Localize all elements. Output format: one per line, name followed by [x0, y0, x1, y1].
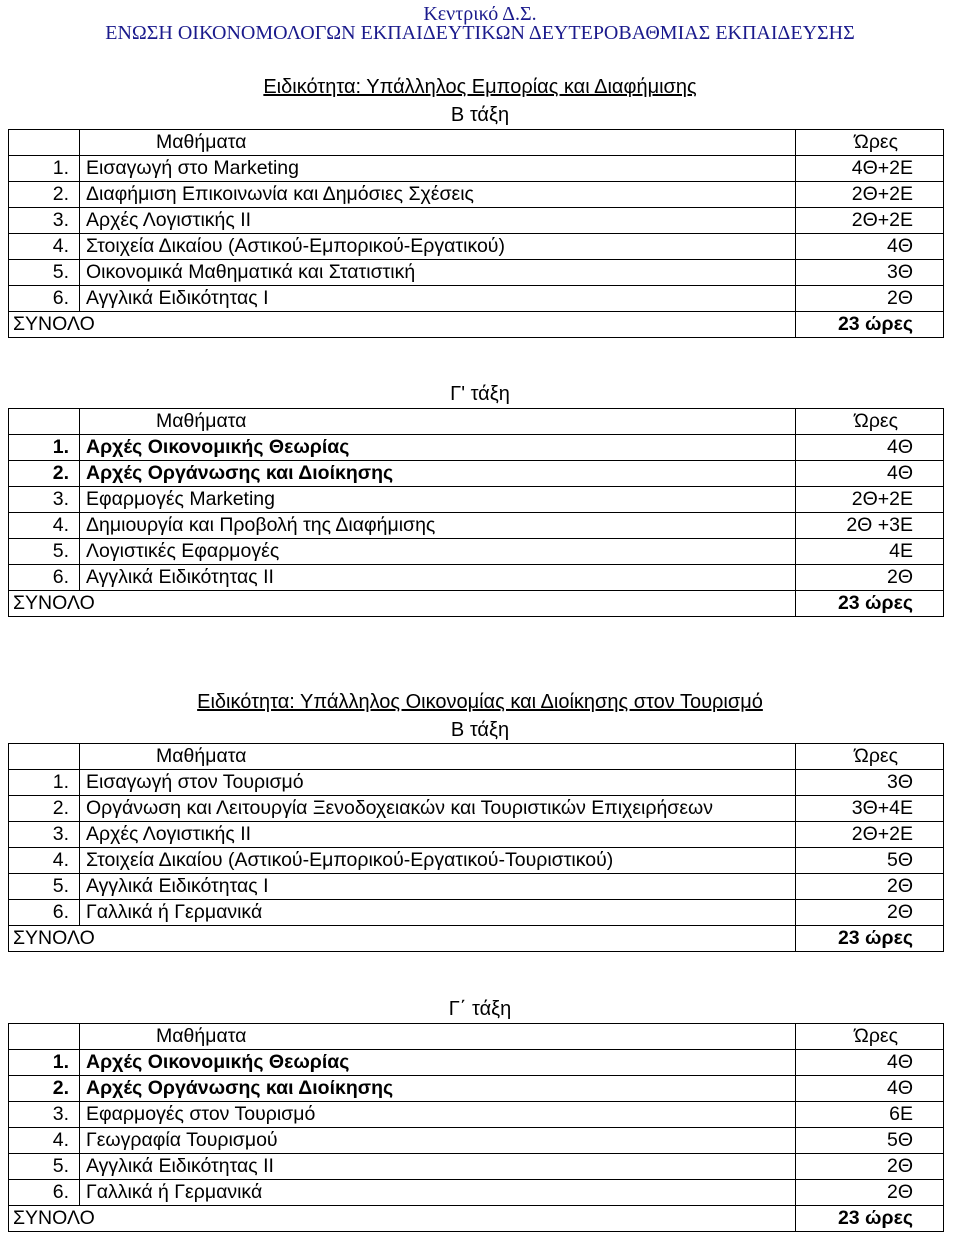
specialty-title [0, 688, 960, 716]
column-header-courses: Μαθήματα [80, 1024, 796, 1050]
header-blank [9, 409, 80, 435]
course-name: Αρχές Οικονομικής Θεωρίας [80, 1050, 796, 1076]
table-row [9, 260, 944, 286]
table-row [9, 461, 944, 487]
course-hours: 2Θ +3Ε [796, 513, 944, 539]
total-row [9, 1206, 944, 1232]
row-number: 4. [9, 234, 80, 260]
table-row [9, 1128, 944, 1154]
course-name: Λογιστικές Εφαρμογές [80, 539, 796, 565]
course-table [8, 1023, 944, 1232]
course-hours: 2Θ+2Ε [796, 487, 944, 513]
column-header-courses: Μαθήματα [80, 744, 796, 770]
course-hours: 2Θ [796, 900, 944, 926]
row-number: 3. [9, 487, 80, 513]
course-hours: 2Θ+2Ε [796, 208, 944, 234]
row-number: 4. [9, 1128, 80, 1154]
row-number: 4. [9, 848, 80, 874]
course-hours: 3Θ [796, 260, 944, 286]
course-name: Αρχές Οργάνωσης και Διοίκησης [80, 1076, 796, 1102]
course-name: Εφαρμογές Marketing [80, 487, 796, 513]
total-row [9, 926, 944, 952]
class-label: Β τάξη [450, 719, 510, 741]
header-blank [9, 130, 80, 156]
row-number: 6. [9, 565, 80, 591]
course-name: Οργάνωση και Λειτουργία Ξενοδοχειακών και Τουριστικών Επιχειρήσεων [80, 796, 796, 822]
total-label: ΣΥΝΟΛΟ [9, 1206, 796, 1232]
course-name: Αγγλικά Ειδικότητας Ι [80, 874, 796, 900]
table-row [9, 487, 944, 513]
course-name: Γεωγραφία Τουρισμού [80, 1128, 796, 1154]
course-table [8, 743, 944, 952]
row-number: 5. [9, 539, 80, 565]
total-label: ΣΥΝΟΛΟ [9, 312, 796, 338]
table-row [9, 513, 944, 539]
course-hours: 4Θ [796, 435, 944, 461]
course-hours: 2Θ [796, 1180, 944, 1206]
course-name: Γαλλικά ή Γερμανικά [80, 900, 796, 926]
table-row [9, 1102, 944, 1128]
table-row [9, 796, 944, 822]
total-hours: 23 ώρες [796, 591, 944, 617]
course-hours: 4Θ [796, 1050, 944, 1076]
table-row [9, 1154, 944, 1180]
column-header-courses: Μαθήματα [80, 130, 796, 156]
course-name: Εφαρμογές στον Τουρισμό [80, 1102, 796, 1128]
column-header-hours: Ώρες [796, 1024, 944, 1050]
course-hours: 2Θ [796, 565, 944, 591]
table-row [9, 770, 944, 796]
course-name: Διαφήμιση Επικοινωνία και Δημόσιες Σχέσεις [80, 182, 796, 208]
course-name: Στοιχεία Δικαίου (Αστικού-Εμπορικού-Εργατικού) [80, 234, 796, 260]
row-number: 1. [9, 770, 80, 796]
course-hours: 4Ε [796, 539, 944, 565]
table-row [9, 1180, 944, 1206]
course-name: Γαλλικά ή Γερμανικά [80, 1180, 796, 1206]
table-row [9, 182, 944, 208]
course-name: Εισαγωγή στο Marketing [80, 156, 796, 182]
table-row [9, 848, 944, 874]
total-hours: 23 ώρες [796, 1206, 944, 1232]
course-hours: 2Θ [796, 286, 944, 312]
total-row [9, 312, 944, 338]
course-hours: 2Θ [796, 874, 944, 900]
table-header-row [9, 744, 944, 770]
course-hours: 4Θ [796, 1076, 944, 1102]
row-number: 3. [9, 822, 80, 848]
table-row [9, 900, 944, 926]
course-hours: 2Θ [796, 1154, 944, 1180]
course-hours: 6Ε [796, 1102, 944, 1128]
specialty-title-text: Ειδικότητα: Υπάλληλος Εμπορίας και Διαφήμισης [263, 76, 697, 98]
course-name: Αγγλικά Ειδικότητας ΙΙ [80, 1154, 796, 1180]
table-row [9, 565, 944, 591]
row-number: 2. [9, 182, 80, 208]
org-subtitle: Κεντρικό Δ.Σ. [423, 3, 537, 25]
course-name: Στοιχεία Δικαίου (Αστικού-Εμπορικού-Εργατικού-Τουριστικού) [80, 848, 796, 874]
course-hours: 3Θ [796, 770, 944, 796]
course-name: Οικονομικά Μαθηματικά και Στατιστική [80, 260, 796, 286]
header-blank [9, 1024, 80, 1050]
table-header-row [9, 1024, 944, 1050]
class-label: Γ' τάξη [450, 383, 510, 405]
class-label: Β τάξη [450, 104, 510, 126]
course-hours: 4Θ [796, 461, 944, 487]
total-label: ΣΥΝΟΛΟ [9, 591, 796, 617]
course-name: Εισαγωγή στον Τουρισμό [80, 770, 796, 796]
row-number: 1. [9, 156, 80, 182]
row-number: 3. [9, 208, 80, 234]
total-label: ΣΥΝΟΛΟ [9, 926, 796, 952]
specialty-title-text: Ειδικότητα: Υπάλληλος Οικονομίας και Διοίκησης στον Τουρισμό [197, 691, 763, 713]
row-number: 1. [9, 1050, 80, 1076]
header-blank [9, 744, 80, 770]
row-number: 5. [9, 260, 80, 286]
specialty-title [0, 73, 960, 101]
course-hours: 2Θ+2Ε [796, 822, 944, 848]
table-row [9, 539, 944, 565]
row-number: 3. [9, 1102, 80, 1128]
table-row [9, 286, 944, 312]
row-number: 5. [9, 874, 80, 900]
table-row [9, 1050, 944, 1076]
row-number: 2. [9, 796, 80, 822]
column-header-courses: Μαθήματα [80, 409, 796, 435]
course-name: Αρχές Οργάνωσης και Διοίκησης [80, 461, 796, 487]
course-name: Αρχές Λογιστικής ΙΙ [80, 822, 796, 848]
course-hours: 4Θ+2Ε [796, 156, 944, 182]
row-number: 2. [9, 1076, 80, 1102]
table-row [9, 822, 944, 848]
row-number: 2. [9, 461, 80, 487]
row-number: 4. [9, 513, 80, 539]
course-name: Δημιουργία και Προβολή της Διαφήμισης [80, 513, 796, 539]
org-title: ΕΝΩΣΗ ΟΙΚΟΝΟΜΟΛΟΓΩΝ ΕΚΠΑΙΔΕΥΤΙΚΩΝ ΔΕΥΤΕΡΟΒΑΘΜΙΑΣ ΕΚΠΑΙΔΕΥΣΗΣ [105, 22, 855, 44]
total-row [9, 591, 944, 617]
row-number: 5. [9, 1154, 80, 1180]
row-number: 6. [9, 1180, 80, 1206]
course-hours: 5Θ [796, 1128, 944, 1154]
course-name: Αρχές Λογιστικής ΙΙ [80, 208, 796, 234]
total-hours: 23 ώρες [796, 312, 944, 338]
row-number: 1. [9, 435, 80, 461]
table-header-row [9, 130, 944, 156]
row-number: 6. [9, 900, 80, 926]
table-row [9, 234, 944, 260]
column-header-hours: Ώρες [796, 744, 944, 770]
table-row [9, 435, 944, 461]
table-row [9, 208, 944, 234]
course-hours: 3Θ+4Ε [796, 796, 944, 822]
total-hours: 23 ώρες [796, 926, 944, 952]
course-hours: 5Θ [796, 848, 944, 874]
course-hours: 4Θ [796, 234, 944, 260]
class-label: Γ΄ τάξη [448, 998, 512, 1020]
column-header-hours: Ώρες [796, 409, 944, 435]
course-name: Αγγλικά Ειδικότητας ΙΙ [80, 565, 796, 591]
course-name: Αγγλικά Ειδικότητας Ι [80, 286, 796, 312]
table-row [9, 874, 944, 900]
course-table [8, 408, 944, 617]
table-row [9, 156, 944, 182]
table-header-row [9, 409, 944, 435]
course-name: Αρχές Οικονομικής Θεωρίας [80, 435, 796, 461]
table-row [9, 1076, 944, 1102]
course-table [8, 129, 944, 338]
row-number: 6. [9, 286, 80, 312]
course-hours: 2Θ+2Ε [796, 182, 944, 208]
column-header-hours: Ώρες [796, 130, 944, 156]
